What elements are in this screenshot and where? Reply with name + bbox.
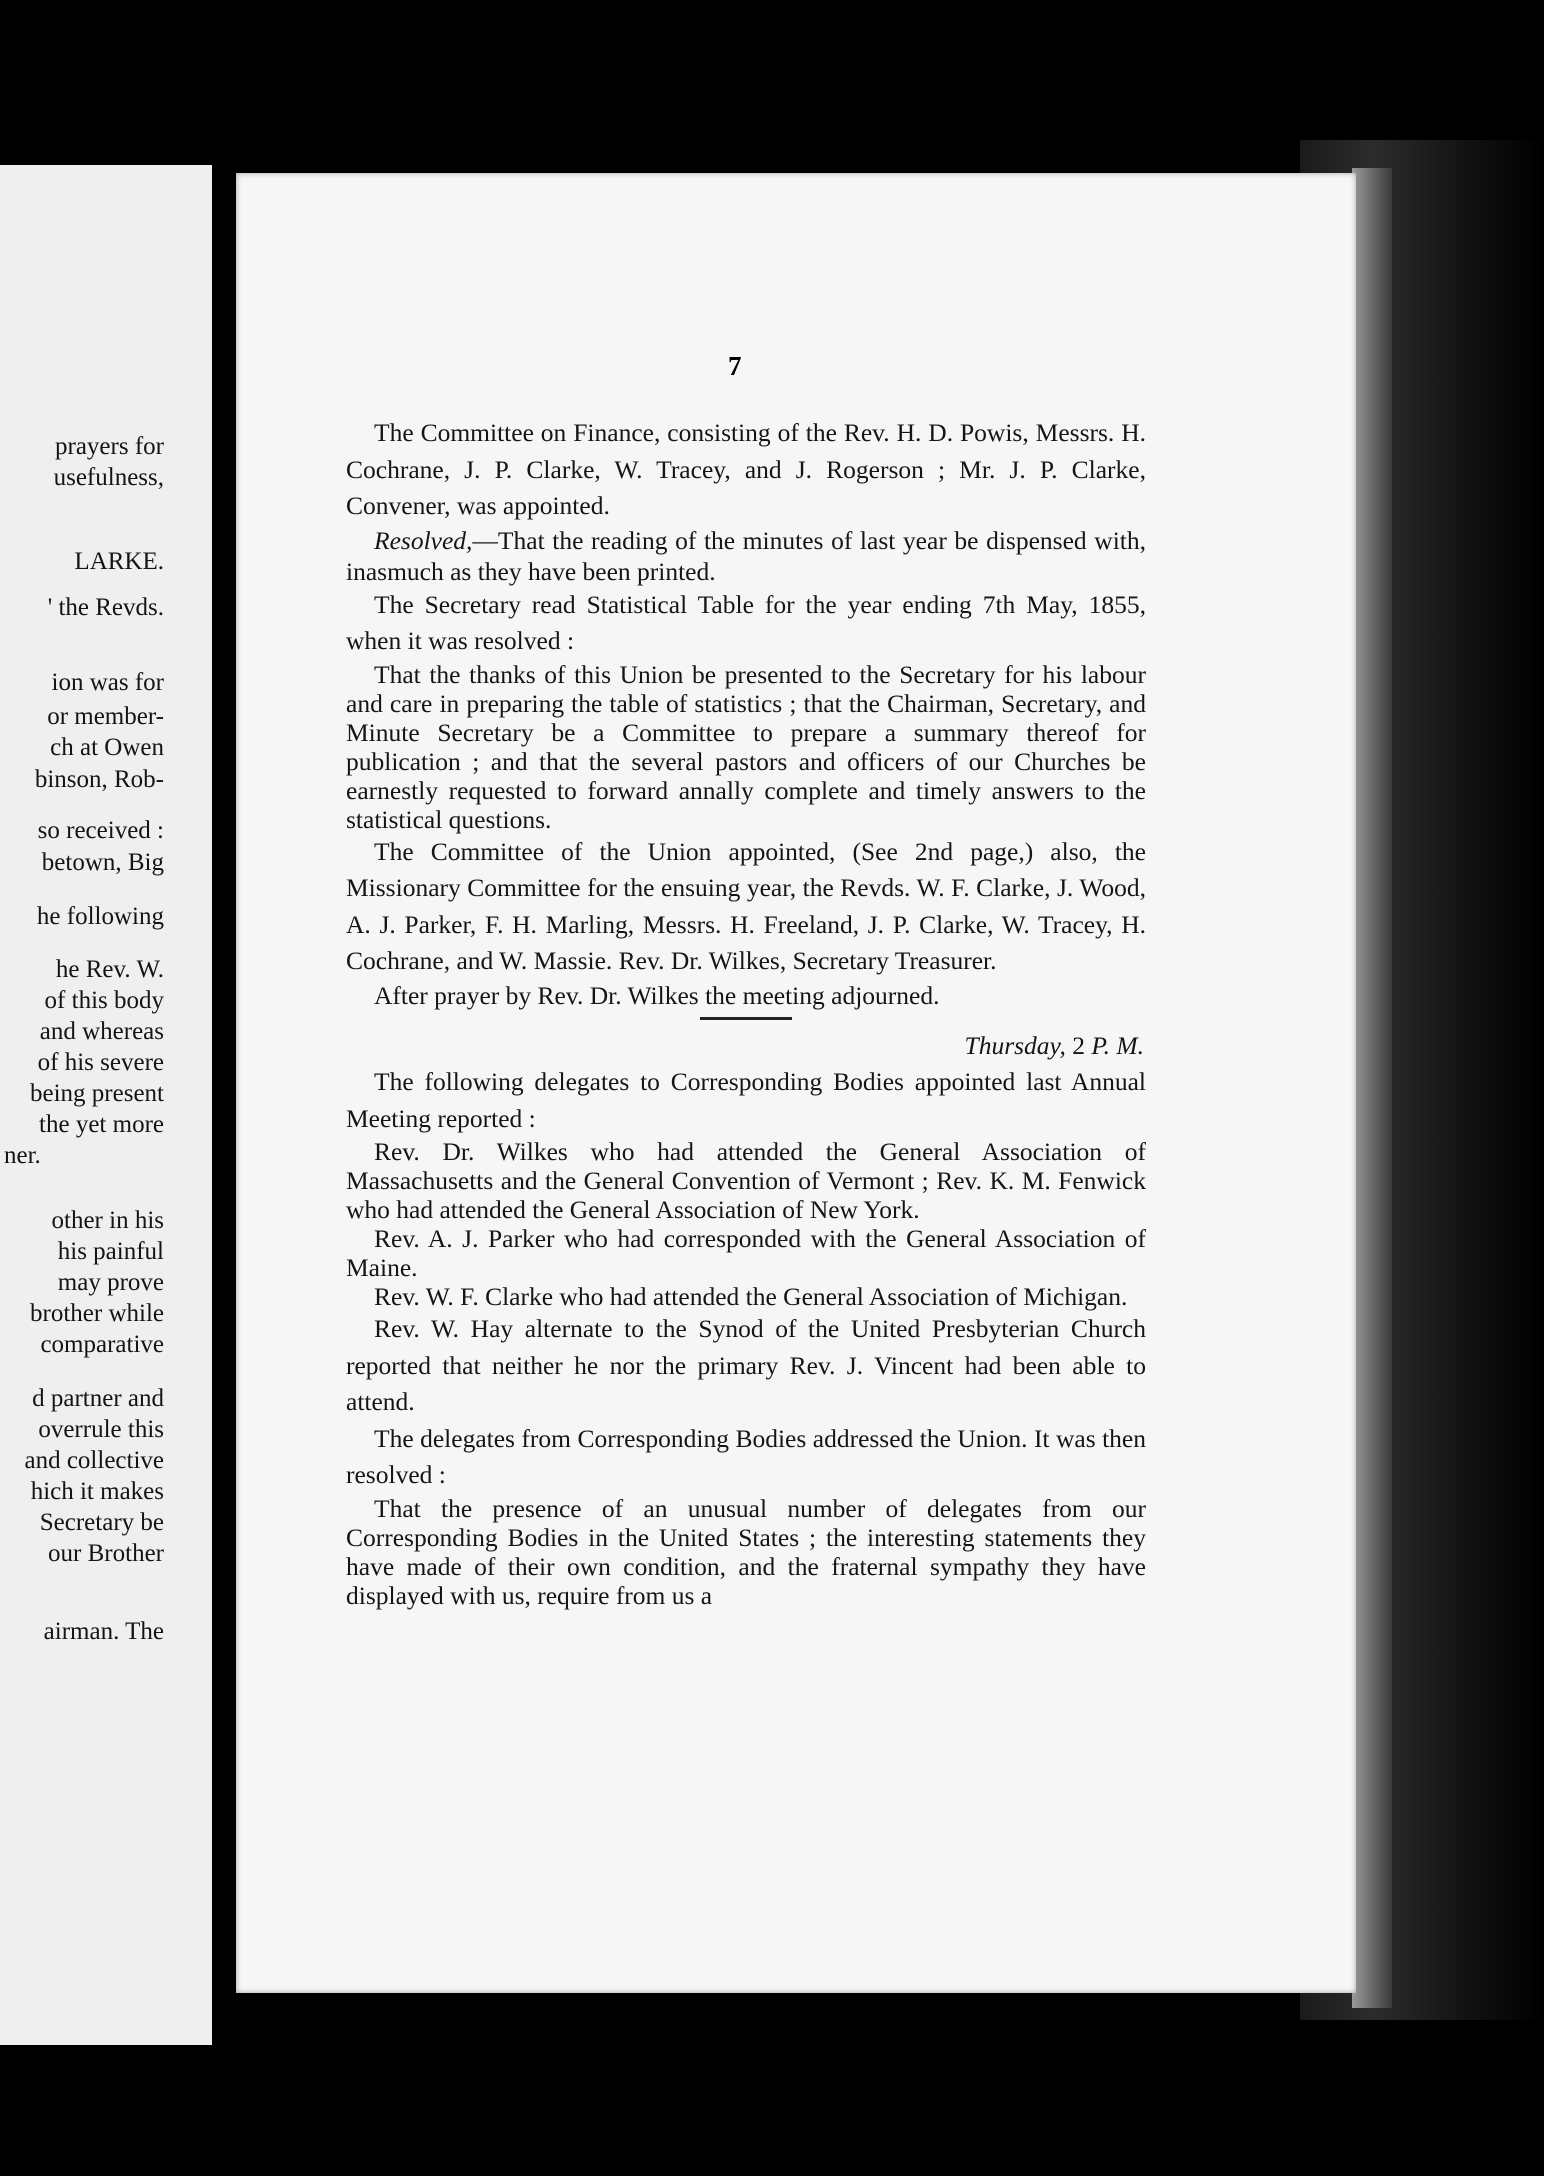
left-line: he Rev. W. [55,956,164,983]
left-line: our Brother [48,1540,164,1567]
paragraph-hay-report: Rev. W. Hay alternate to the Synod of the United Presbyterian Church reported that neither he nor the primary Rev. J. Vincent had been able to attend. [346,1314,1146,1416]
left-line: d partner and [32,1385,164,1412]
left-line: Secretary be [39,1509,164,1536]
left-line: binson, Rob- [34,766,164,793]
session-day: Thursday, [964,1030,1066,1060]
paragraph-adjourned: After prayer by Rev. Dr. Wilkes the meeting adjourned. [374,980,940,1010]
left-line: of his severe [37,1049,164,1076]
session-date [346,1028,1146,1065]
paragraph-committee-appointed: The Committee of the Union appointed, (See 2nd page,) also, the Missionary Committee for the ensuing year, the Revds. W. F. Clarke, J. Wood, A. J. Parker, F. H. Marling, Messrs. H. Freeland, J. P. Clarke, W. Tracey, H. Cochrane, and W. Massie. Rev. Dr. Wilkes, Secretary Treasurer. [346,836,1146,975]
paragraph-finance-committee: The Committee on Finance, consisting of the Rev. H. D. Powis, Messrs. H. Cochrane, J. P. Clarke, W. Tracey, and J. Rogerson ; Mr. J. P. Clarke, Convener, was appointed. [346,418,1146,520]
left-line: hich it makes [30,1478,164,1505]
page-number: 7 [728,351,742,381]
paragraph-delegates-reported: The following delegates to Corresponding Bodies appointed last Annual Meeting reported : [346,1067,1146,1133]
left-line: of this body [44,987,164,1014]
session-hour: 2 [1072,1030,1085,1060]
left-line: comparative [40,1331,164,1358]
section-divider [700,1017,792,1020]
session-meridiem: P. M. [1091,1030,1144,1060]
left-line: and whereas [39,1018,164,1045]
left-line: airman. The [43,1618,164,1645]
left-line: he following [36,903,164,930]
page-body [346,415,1146,1610]
left-line: ch at Owen [50,734,164,761]
left-line: or member- [47,703,164,730]
paragraph-wilkes-report: Rev. Dr. Wilkes who had attended the General Association of Massachusetts and the General Convention of Vermont ; Rev. K. M. Fenwick who had attended the General Association of New York. [346,1137,1146,1224]
page-stack-edge [1352,168,1392,2008]
previous-page-fragment [0,165,212,2045]
left-line: the yet more [39,1111,164,1138]
left-line: his painful [57,1238,164,1265]
paragraph-delegates-addressed: The delegates from Corresponding Bodies addressed the Union. It was then resolved : [346,1423,1146,1489]
left-line: being present [30,1080,164,1107]
left-line: brother while [30,1300,164,1327]
paragraph-clarke-report: Rev. W. F. Clarke who had attended the General Association of Michigan. [374,1282,1128,1311]
left-line: prayers for [55,433,164,460]
left-line: betown, Big [41,849,164,876]
left-line: ner. [4,1142,41,1169]
left-line: ion was for [51,669,164,696]
paragraph-resolved [346,525,1146,587]
paragraph-presence-resolution: That the presence of an unusual number of delegates from our Corresponding Bodies in the United States ; the interesting statements they have made of their own condition, and the fraternal sympathy they have displayed with us, require from us a [346,1493,1146,1610]
left-line: usefulness, [53,464,164,491]
left-line: LARKE. [74,548,164,575]
left-line: so received : [37,817,164,844]
resolved-label: Resolved, [374,525,473,555]
document-page [236,173,1356,1993]
left-line: other in his [51,1207,164,1234]
left-line: and collective [24,1447,164,1474]
paragraph-secretary-statistics: The Secretary read Statistical Table for the year ending 7th May, 1855, when it was resolved : [346,589,1146,655]
paragraph-thanks-resolution: That the thanks of this Union be presented to the Secretary for his labour and care in preparing the table of statistics ; that the Chairman, Secretary, and Minute Secretary be a Committee to prepare a summary thereof for publication ; and that the several pastors and officers of our Churches be earnestly requested to forward annally complete and timely answers to the statistical questions. [346,659,1146,834]
resolved-text: —That the reading of the minutes of last year be dispensed with, inasmuch as they have been printed. [346,525,1146,586]
left-line: ' the Revds. [47,594,164,621]
paragraph-parker-report: Rev. A. J. Parker who had corresponded with the General Association of Maine. [346,1224,1146,1282]
left-line: may prove [57,1269,164,1296]
left-line: overrule this [38,1416,164,1443]
